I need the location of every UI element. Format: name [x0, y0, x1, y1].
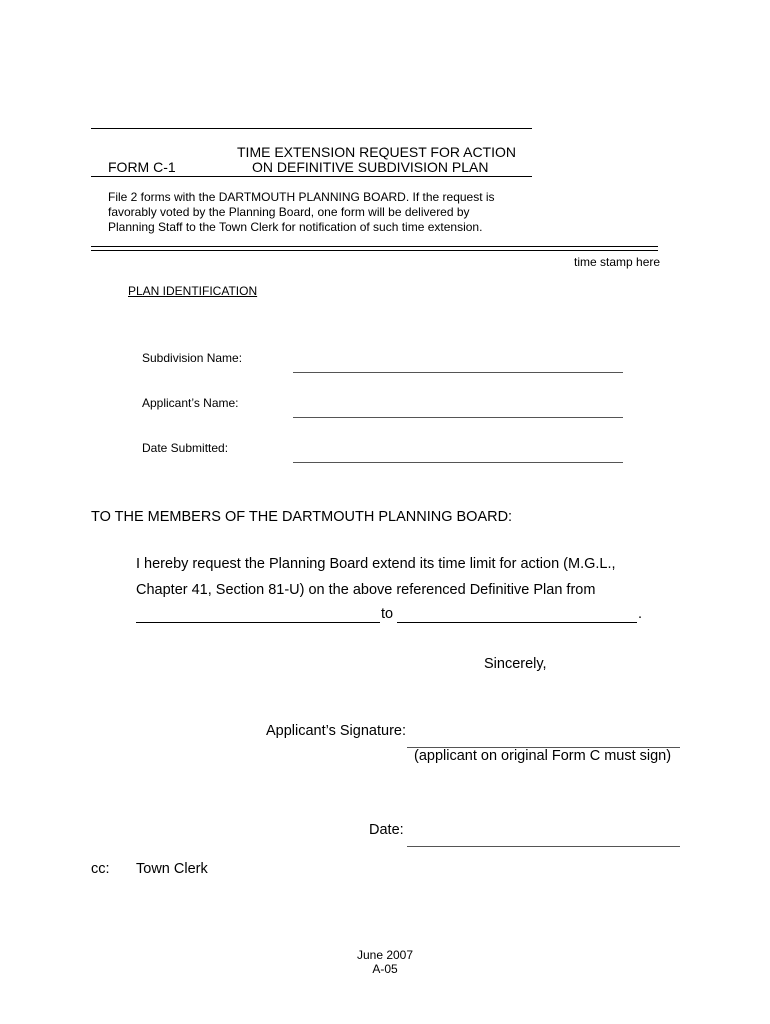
from-date-line — [136, 622, 380, 623]
request-period: . — [638, 606, 643, 622]
sincerely: Sincerely, — [484, 656, 547, 672]
signature-field[interactable] — [407, 728, 680, 746]
instructions-double-rule-bottom — [91, 250, 658, 251]
date-field[interactable] — [407, 828, 680, 846]
subdivision-name-label: Subdivision Name: — [142, 351, 243, 365]
footer-date: June 2007 — [356, 948, 414, 962]
cc-recipient: Town Clerk — [136, 861, 208, 877]
from-date-field[interactable] — [136, 604, 380, 622]
plan-identification-heading: PLAN IDENTIFICATION — [128, 284, 258, 298]
form-title-line1: TIME EXTENSION REQUEST FOR ACTION — [237, 144, 516, 160]
subdivision-name-line — [293, 372, 623, 373]
to-date-field[interactable] — [397, 604, 637, 622]
instructions-line1: File 2 forms with the DARTMOUTH PLANNING BOARD. If the request is — [108, 190, 495, 204]
instructions-line3: Planning Staff to the Town Clerk for notification of such time extension. — [108, 220, 483, 234]
date-line — [407, 846, 680, 847]
applicant-name-field[interactable] — [293, 401, 623, 417]
to-word: to — [381, 606, 394, 622]
request-body-line1: I hereby request the Planning Board extend its time limit for action (M.G.L., — [136, 556, 616, 572]
request-body-line2: Chapter 41, Section 81-U) on the above referenced Definitive Plan from — [136, 582, 596, 598]
instructions-line2: favorably voted by the Planning Board, one form will be delivered by — [108, 205, 470, 219]
date-submitted-label: Date Submitted: — [142, 441, 229, 455]
signature-note: (applicant on original Form C must sign) — [414, 748, 672, 764]
date-submitted-line — [293, 462, 623, 463]
header-mid-rule — [91, 176, 532, 177]
form-title-line2: ON DEFINITIVE SUBDIVISION PLAN — [252, 159, 489, 175]
applicant-name-label: Applicant’s Name: — [142, 396, 239, 410]
date-submitted-field[interactable] — [293, 446, 623, 462]
header-top-rule — [91, 128, 532, 129]
instructions-double-rule-top — [91, 246, 658, 247]
date-label: Date: — [369, 822, 404, 838]
to-date-line — [397, 622, 637, 623]
subdivision-name-field[interactable] — [293, 356, 623, 372]
cc-label: cc: — [91, 861, 110, 877]
applicant-name-line — [293, 417, 623, 418]
salutation: TO THE MEMBERS OF THE DARTMOUTH PLANNING BOARD: — [91, 509, 513, 525]
time-stamp-label: time stamp here — [574, 255, 661, 269]
signature-label: Applicant’s Signature: — [266, 723, 406, 739]
form-number: FORM C-1 — [108, 159, 176, 175]
footer-code: A-05 — [372, 962, 398, 976]
